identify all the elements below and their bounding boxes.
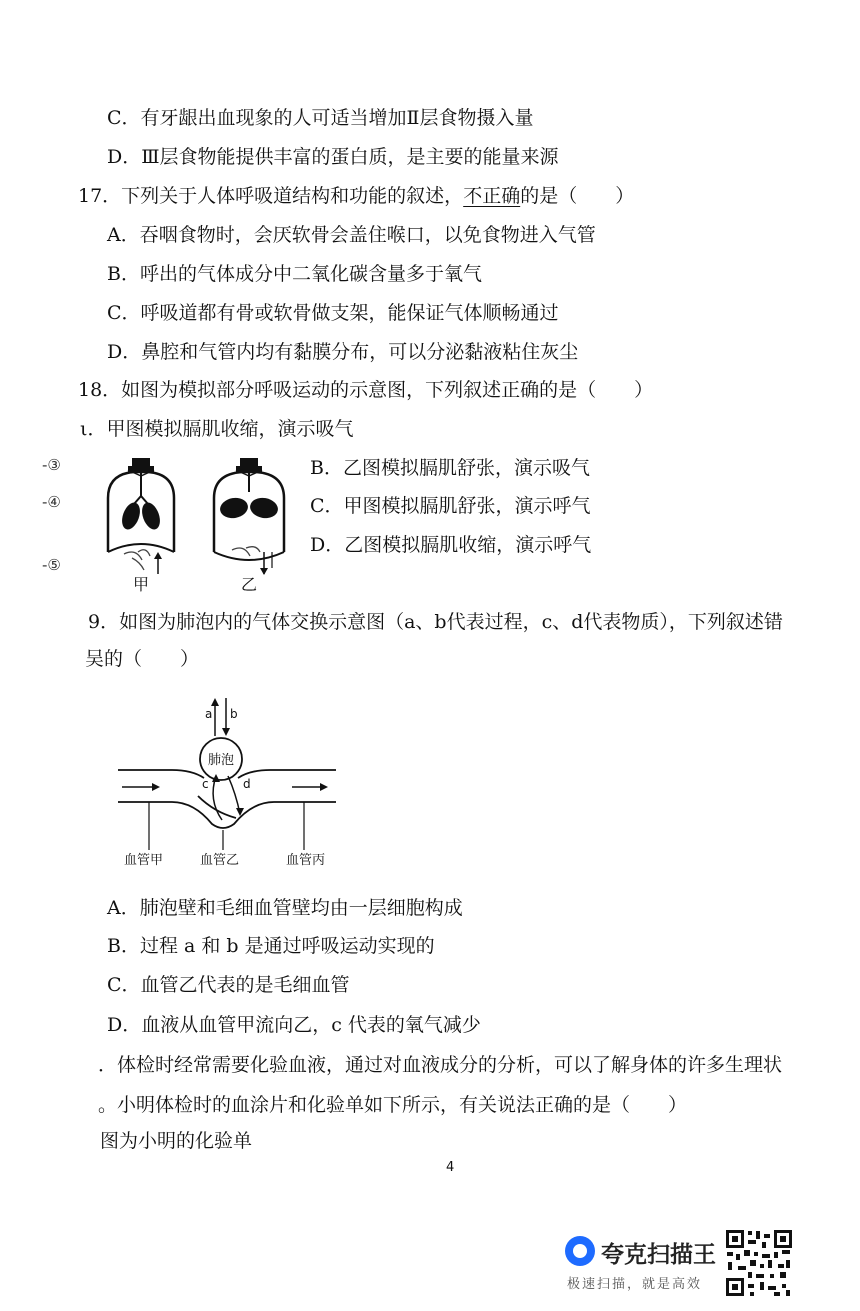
q17-stem-suffix: 的是（ ） <box>520 185 635 207</box>
q18-option-b: B．乙图模拟膈肌舒张，演示吸气 <box>310 457 590 479</box>
q18-option-c: C．甲图模拟膈肌舒张，演示呼气 <box>310 495 591 517</box>
q18-option-d: D．乙图模拟膈肌收缩，演示呼气 <box>310 534 592 556</box>
q19-option-d: D．血液从血管甲流向乙，c 代表的氧气减少 <box>107 1014 481 1036</box>
q16-option-d: D．Ⅲ层食物能提供丰富的蛋白质，是主要的能量来源 <box>107 146 559 168</box>
label-vessel-yi: 血管乙 <box>200 853 240 868</box>
label-b: b <box>230 707 238 721</box>
scanner-watermark <box>565 1232 725 1292</box>
q19-option-a: A．肺泡壁和毛细血管壁均由一层细胞构成 <box>107 897 463 919</box>
q17-stem-prefix: 17．下列关于人体呼吸道结构和功能的叙述， <box>78 185 464 207</box>
q17-emphasis: 不正确 <box>463 185 521 207</box>
label-vessel-jia: 血管甲 <box>124 853 164 868</box>
q19-option-c: C．血管乙代表的是毛细血管 <box>107 974 350 996</box>
label-yi: 乙 <box>241 575 258 594</box>
q18-stem: 18．如图为模拟部分呼吸运动的示意图，下列叙述正确的是（ ） <box>78 379 654 401</box>
label-a: a <box>205 707 213 721</box>
bell-jar-jia <box>108 458 174 574</box>
q20-stem-line3: 图为小明的化验单 <box>100 1130 253 1152</box>
q19-gas-exchange-figure <box>112 690 352 875</box>
brand-name: 夸克扫描王 <box>601 1242 716 1268</box>
q17-option-d: D．鼻腔和气管内均有黏膜分布，可以分泌黏液粘住灰尘 <box>107 341 579 363</box>
q19-stem-line2: 吴的（ ） <box>85 648 200 670</box>
q17-option-c: C．呼吸道都有骨或软骨做支架，能保证气体顺畅通过 <box>107 302 559 324</box>
label-vessel-bing: 血管丙 <box>286 853 326 868</box>
label-c: c <box>202 777 209 791</box>
bell-jar-yi <box>214 458 284 575</box>
q17-option-a: A．吞咽食物时，会厌软骨会盖住喉口，以免食物进入气管 <box>107 224 596 246</box>
label-jia: 甲 <box>133 575 150 594</box>
q20-stem-line2: 。小明体检时的血涂片和化验单如下所示，有关说法正确的是（ ） <box>98 1094 688 1116</box>
margin-mark-5: -⑤ <box>42 556 61 574</box>
margin-mark-4: -④ <box>42 493 61 511</box>
q20-stem-line1: ．体检时经常需要化验血液，通过对血液成分的分析，可以了解身体的许多生理状 <box>98 1054 783 1076</box>
q17-stem <box>78 183 634 209</box>
qr-code-icon <box>724 1228 794 1298</box>
page-number: 4 <box>446 1160 455 1175</box>
q19-option-b: B．过程 a 和 b 是通过呼吸运动实现的 <box>107 935 435 957</box>
margin-mark-3: -③ <box>42 456 61 474</box>
label-alveolus: 肺泡 <box>208 753 235 768</box>
quark-logo-icon <box>565 1236 595 1266</box>
q18-breathing-model-figure <box>98 452 308 598</box>
q16-option-c: C．有牙龈出血现象的人可适当增加Ⅱ层食物摄入量 <box>107 107 534 129</box>
q19-stem-line1: 9．如图为肺泡内的气体交换示意图（a、b代表过程，c、d代表物质），下列叙述错 <box>88 611 783 633</box>
label-d: d <box>243 777 251 791</box>
brand-slogan: 极速扫描，就是高效 <box>567 1277 703 1292</box>
q18-option-a: ι．甲图模拟膈肌收缩，演示吸气 <box>80 418 354 440</box>
q17-option-b: B．呼出的气体成分中二氧化碳含量多于氧气 <box>107 263 482 285</box>
